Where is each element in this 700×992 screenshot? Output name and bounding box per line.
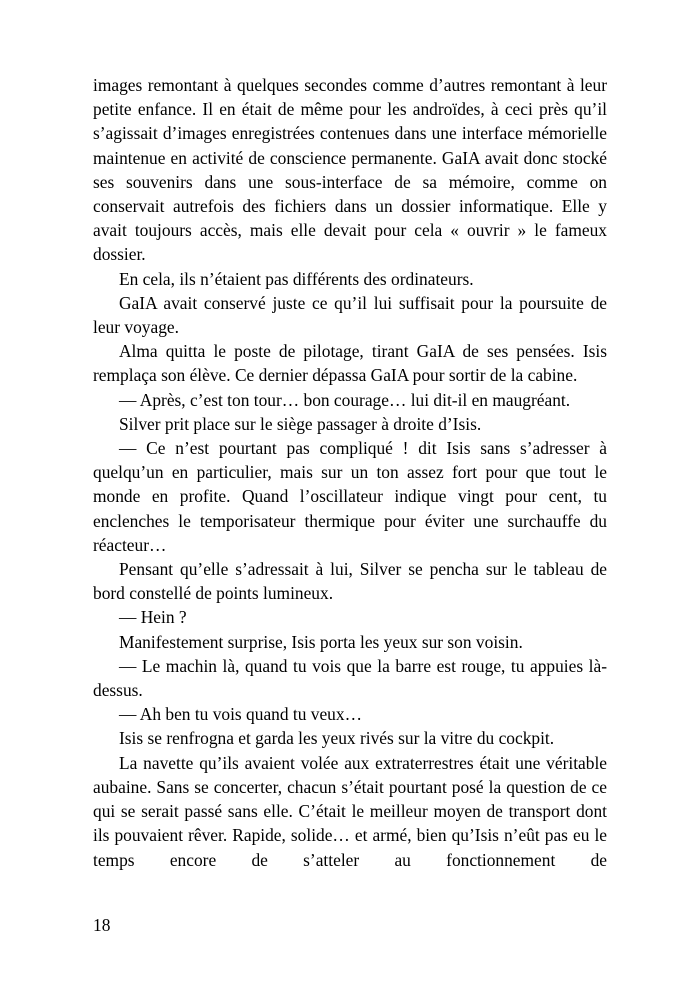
- paragraph: — Le machin là, quand tu vois que la barre est rouge, tu appuies là-dessus.: [93, 655, 607, 701]
- paragraph: — Hein ?: [119, 607, 187, 628]
- paragraph: Isis se renfrogna et garda les yeux rivés sur la vitre du cockpit.: [119, 728, 555, 749]
- paragraph: — Ah ben tu vois quand tu veux…: [119, 704, 362, 725]
- paragraph: Pensant qu’elle s’adressait à lui, Silver se pencha sur le tableau de bord constellé de points lumineux.: [93, 559, 607, 604]
- paragraph: — Ce n’est pourtant pas compliqué ! dit Isis sans s’adresser à quelqu’un en particulier, mais sur un ton assez fort pour que tout le monde en profite. Quand l’oscillateur indique vingt pour cent, tu enclenches le temporisateur thermique pour éviter une surchauffe du réacteur…: [93, 438, 607, 555]
- page-number: 18: [93, 915, 111, 935]
- paragraph: images remontant à quelques secondes comme d’autres remontant à leur petite enfance. Il en était de même pour les androïdes, à ceci près qu’il s’agissait d’images enregistrées contenues dans une interface mémorielle maintenue en activité de conscience permanente. GaIA avait donc stocké ses souvenirs dans une sous-interface de sa mémoire, comme on conservait autrefois des fichiers dans un dossier informatique. Elle y avait toujours accès, mais elle devait pour cela « ouvrir » le fameux dossier.: [93, 75, 607, 265]
- paragraph: En cela, ils n’étaient pas différents des ordinateurs.: [119, 268, 474, 289]
- paragraph: Alma quitta le poste de pilotage, tirant GaIA de ses pensées. Isis remplaça son élève. Ce dernier dépassa GaIA pour sortir de la cabine.: [93, 341, 607, 386]
- paragraph: — Après, c’est ton tour… bon courage… lui dit-il en maugréant.: [119, 389, 571, 410]
- paragraph: La navette qu’ils avaient volée aux extraterrestres était une véritable aubaine. Sans se concerter, chacun s’était pourtant posé la question de ce qui se serait passé sans elle. C’était le meilleur moyen de transport dont ils pouvaient rêver. Rapide, solide… et armé, bien qu’Isis n’eût pas eu le temps encore de s’atteler au fonctionnement de: [93, 752, 607, 870]
- paragraph: Silver prit place sur le siège passager à droite d’Isis.: [119, 413, 482, 434]
- paragraph: Manifestement surprise, Isis porta les yeux sur son voisin.: [119, 631, 523, 652]
- page-body-text: [93, 73, 607, 872]
- paragraph: GaIA avait conservé juste ce qu’il lui suffisait pour la poursuite de leur voyage.: [93, 292, 607, 338]
